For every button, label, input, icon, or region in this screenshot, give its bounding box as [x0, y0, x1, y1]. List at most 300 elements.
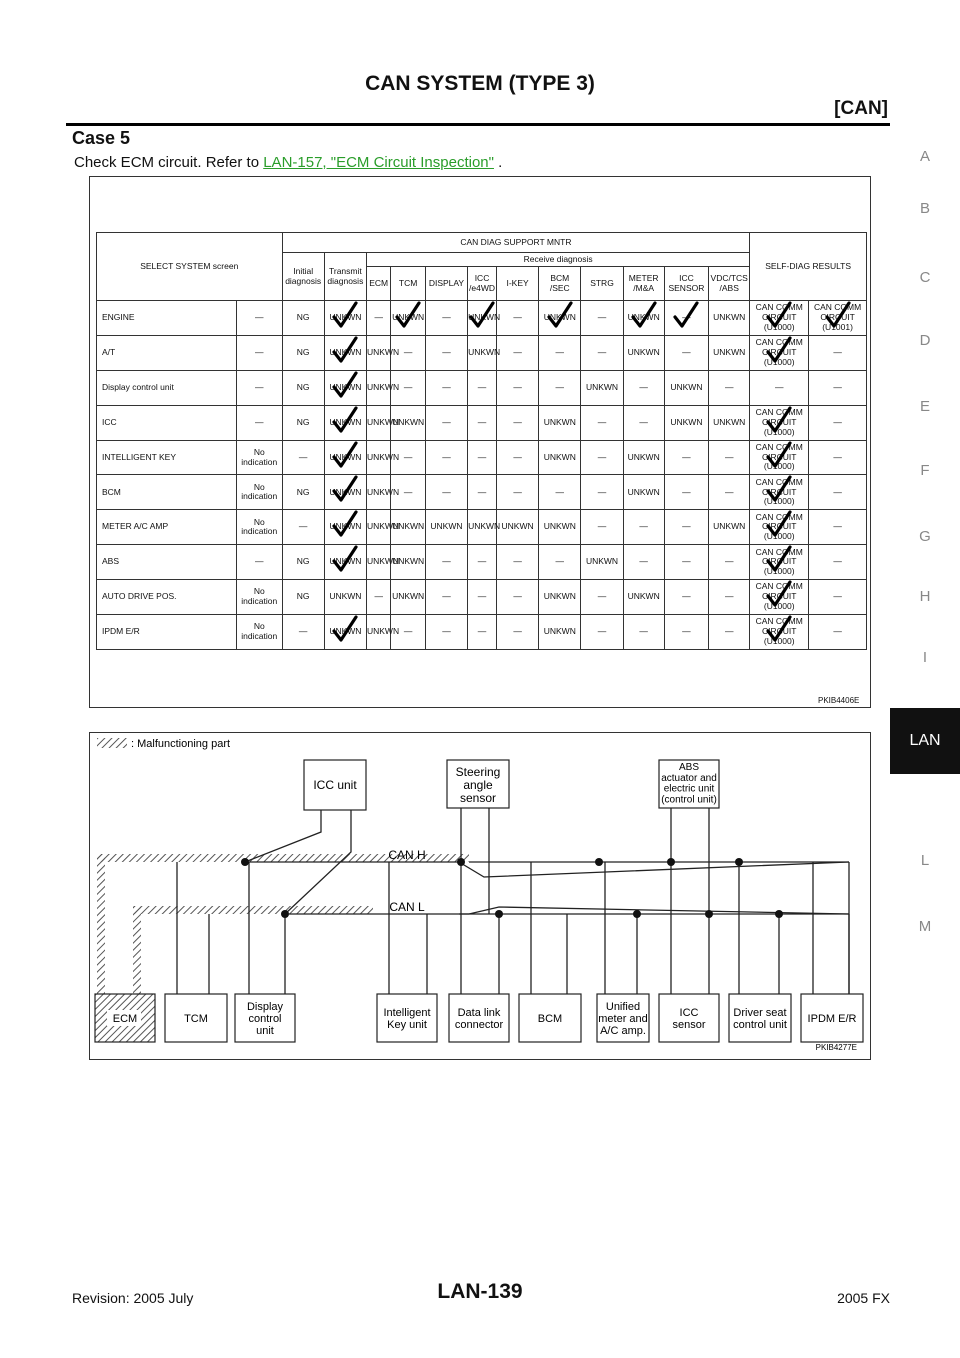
diag-value: UNKWN — [329, 416, 362, 427]
bottom-unit-label: Unified meter and A/C amp. — [598, 1001, 648, 1037]
diag-value: UNKWN — [392, 416, 425, 427]
self-diag-value: CAN COMM CIRCUIT (U1000) — [755, 546, 803, 577]
diag-value: UNKWN — [430, 521, 463, 532]
legend-label: : Malfunctioning part — [131, 738, 231, 750]
check-mark-icon — [673, 301, 699, 329]
system-name-cell: A/T — [97, 335, 237, 370]
side-index-b: B — [919, 200, 930, 217]
receive-col-header: VDC/TCS /ABS — [709, 267, 750, 301]
diag-value-cell — [496, 335, 538, 370]
system-name-cell: ICC — [97, 405, 237, 440]
diag-value: — — [374, 312, 383, 323]
check-mark-icon — [332, 441, 358, 469]
diag-value: — — [682, 312, 691, 323]
bottom-unit-label: Intelligent Key unit — [383, 1007, 431, 1031]
diag-value: UNKWN — [392, 521, 425, 532]
check-mark-icon — [332, 545, 358, 573]
footer-model: 2005 FX — [837, 1290, 890, 1306]
junction-dot — [633, 910, 641, 918]
diag-value-cell — [623, 615, 664, 650]
diag-value: UNKWN — [627, 451, 660, 462]
diag-value: UNKWN — [329, 346, 362, 357]
diag-value: — — [513, 486, 522, 497]
diag-value-cell — [664, 440, 708, 475]
diag-value-cell — [496, 475, 538, 510]
diag-value-cell — [623, 580, 664, 615]
top-unit-label: Steering angle sensor — [455, 765, 501, 805]
receive-col-header: BCM /SEC — [539, 267, 581, 301]
self-diag-cell — [750, 510, 809, 545]
diag-value: — — [403, 381, 413, 392]
diag-value-cell — [425, 580, 467, 615]
diag-value-cell — [391, 405, 425, 440]
diag-value-cell — [282, 301, 324, 336]
diag-value-cell — [496, 545, 538, 580]
junction-dot — [595, 858, 603, 866]
diag-value-cell — [581, 440, 623, 475]
table-row — [97, 510, 867, 545]
diag-value-cell — [324, 580, 366, 615]
diag-value: UNKWN — [392, 591, 425, 602]
self-diag-cell — [750, 440, 809, 475]
can-h-label: CAN H — [388, 848, 426, 862]
receive-diag-header: Receive diagnosis — [366, 253, 749, 267]
diag-value-cell — [664, 510, 708, 545]
table-row — [97, 440, 867, 475]
diag-value: NG — [296, 312, 310, 323]
system-name-cell: INTELLIGENT KEY — [97, 440, 237, 475]
diag-value: UNKWN — [585, 381, 619, 392]
junction-dot — [667, 858, 675, 866]
check-mark-icon — [766, 475, 792, 503]
diag-value-cell — [425, 335, 467, 370]
diag-value: UNKWN — [392, 312, 425, 323]
check-mark-icon — [766, 406, 792, 434]
diag-value: UNKWN — [329, 312, 362, 323]
self-diag-value: — — [833, 346, 842, 357]
diag-value-cell — [391, 301, 425, 336]
diag-value: — — [682, 626, 691, 637]
table-row — [97, 475, 867, 510]
malfunction-bus-l-vertical — [133, 906, 141, 994]
case-title: Case 5 — [72, 128, 131, 148]
diag-value-cell — [324, 370, 366, 405]
check-mark-icon — [332, 336, 358, 364]
diag-value: — — [724, 591, 734, 602]
diag-value: — — [442, 591, 451, 602]
diag-value: — — [477, 416, 487, 427]
diag-value-cell — [623, 405, 664, 440]
initial-diag-header: Initial diagnosis — [282, 253, 324, 301]
diag-value: — — [477, 591, 487, 602]
side-index-lan: LAN — [890, 708, 960, 774]
diag-value: UNKWN — [329, 381, 362, 392]
diag-value-cell — [425, 405, 467, 440]
initial-diag-cell: — — [236, 370, 282, 405]
self-diag-cell — [809, 510, 867, 545]
diag-value: — — [597, 312, 607, 323]
diag-value-cell — [623, 301, 664, 336]
diag-value-cell — [496, 580, 538, 615]
self-diag-value: — — [833, 556, 842, 567]
diag-value: UNKWN — [329, 556, 362, 567]
side-index-l: L — [920, 852, 930, 869]
self-diag-cell — [750, 370, 809, 405]
diag-value: — — [597, 416, 607, 427]
diag-value: UNKWN — [543, 312, 576, 323]
diag-value: UNKWN — [543, 591, 576, 602]
diag-value: UNKWN — [366, 521, 400, 532]
malfunction-bus-l — [133, 906, 373, 914]
diag-value: UNKWN — [329, 591, 362, 602]
self-diag-cell — [750, 580, 809, 615]
diag-value: — — [724, 451, 734, 462]
diag-value-cell — [581, 405, 623, 440]
diag-value: NG — [296, 381, 310, 392]
diag-value: — — [555, 381, 565, 392]
check-mark-icon — [332, 615, 358, 643]
diag-value-cell — [496, 440, 538, 475]
diag-value-cell — [282, 545, 324, 580]
diag-value-cell — [496, 405, 538, 440]
diag-value-cell — [709, 580, 750, 615]
diag-value: UNKWN — [713, 521, 746, 532]
diag-value-cell — [623, 370, 664, 405]
diag-value-cell — [709, 405, 750, 440]
diag-value: — — [555, 346, 565, 357]
footer-revision: Revision: 2005 July — [72, 1290, 194, 1306]
check-mark-icon — [766, 441, 792, 469]
diag-value: — — [513, 591, 522, 602]
diag-value-cell — [425, 545, 467, 580]
diag-value: UNKWN — [627, 312, 660, 323]
self-diag-value: CAN COMM CIRCUIT (U1001) — [813, 302, 862, 332]
diag-value: — — [298, 626, 308, 637]
check-mark-icon — [766, 301, 792, 329]
initial-diag-cell: — — [236, 301, 282, 336]
diag-value: UNKWN — [329, 486, 362, 497]
malfunction-legend-swatch — [97, 738, 127, 748]
self-diag-value: — — [833, 416, 842, 427]
diag-value-cell — [366, 370, 400, 405]
diag-value: — — [639, 556, 648, 567]
diag-value-cell — [366, 335, 400, 370]
diag-value-cell — [664, 335, 708, 370]
figure-code: PKIB4406E — [818, 696, 860, 705]
self-diag-cell — [809, 545, 867, 580]
diag-value: — — [442, 416, 451, 427]
bottom-unit-label: IPDM E/R — [807, 1013, 857, 1025]
check-mark-icon — [825, 301, 851, 329]
diag-value-cell — [709, 475, 750, 510]
diag-value-cell — [664, 405, 708, 440]
diag-value-cell — [581, 301, 623, 336]
side-index-c: C — [919, 269, 931, 286]
diag-value: — — [513, 556, 522, 567]
table-row — [97, 545, 867, 580]
diag-value: NG — [296, 591, 310, 602]
diag-value: — — [513, 312, 522, 323]
diag-value-cell — [539, 301, 581, 336]
diag-value-cell — [623, 475, 664, 510]
diag-value: UNKWN — [627, 486, 660, 497]
self-diag-cell — [750, 475, 809, 510]
system-name-cell: BCM — [97, 475, 237, 510]
can-diag-header: CAN DIAG SUPPORT MNTR — [282, 233, 750, 253]
table-row — [97, 335, 867, 370]
diag-value: — — [682, 521, 691, 532]
self-diag-value: CAN COMM CIRCUIT (U1000) — [755, 441, 803, 472]
diag-value-cell — [664, 370, 708, 405]
diag-value-cell — [709, 370, 750, 405]
diag-value: UNKWN — [468, 312, 501, 323]
malfunction-bus-h-vertical — [97, 854, 105, 994]
side-index-f: F — [920, 462, 930, 479]
self-diag-value: — — [833, 451, 842, 462]
diag-value-cell — [391, 545, 425, 580]
junction-dot — [775, 910, 783, 918]
diag-value: — — [442, 626, 451, 637]
self-diag-cell — [750, 301, 809, 336]
side-index-e: E — [919, 398, 930, 415]
diag-value: NG — [296, 486, 310, 497]
system-name-cell: AUTO DRIVE POS. — [97, 580, 237, 615]
self-diag-cell — [750, 405, 809, 440]
diag-value-cell — [324, 545, 366, 580]
diag-value-cell — [539, 440, 581, 475]
diag-value-cell — [366, 405, 400, 440]
system-name-cell: METER A/C AMP — [97, 510, 237, 545]
diag-value: — — [724, 486, 734, 497]
initial-diag-cell: — — [236, 335, 282, 370]
diag-value-cell — [366, 301, 390, 336]
diag-value-cell — [366, 510, 400, 545]
diag-value: UNKWN — [627, 591, 660, 602]
diag-value-cell — [324, 301, 366, 336]
diag-value: — — [597, 486, 607, 497]
diag-value: — — [555, 556, 565, 567]
can-diag-table — [96, 232, 867, 650]
top-unit-label: ABS actuator and electric unit (control unit) — [661, 762, 717, 806]
check-mark-icon — [766, 545, 792, 573]
check-mark-icon — [766, 510, 792, 538]
diag-value: — — [639, 381, 648, 392]
diag-value: — — [682, 346, 691, 357]
diag-value-cell — [366, 440, 400, 475]
self-diag-cell — [809, 370, 867, 405]
diag-value-cell — [581, 510, 623, 545]
diag-value: — — [442, 346, 451, 357]
diag-value-cell — [581, 335, 623, 370]
check-mark-icon — [332, 301, 358, 329]
receive-col-header: ECM — [366, 267, 390, 301]
side-index-m: M — [918, 918, 932, 935]
initial-diag-cell: — — [236, 545, 282, 580]
diag-value: UNKWN — [329, 521, 362, 532]
junction-dot — [457, 858, 465, 866]
figure-code: PKIB4277E — [815, 1043, 857, 1052]
self-diag-value: CAN COMM CIRCUIT (U1000) — [755, 476, 803, 507]
diag-value-cell — [623, 335, 664, 370]
diag-value: UNKWN — [543, 451, 576, 462]
diag-value-cell — [496, 510, 538, 545]
receive-col-header: I-KEY — [496, 267, 538, 301]
self-diag-value: — — [833, 381, 842, 392]
diag-value-cell — [324, 405, 366, 440]
diag-value-cell — [366, 615, 400, 650]
initial-diag-cell: No indication — [236, 440, 282, 475]
diag-value-cell — [581, 370, 623, 405]
diag-value-cell — [664, 545, 708, 580]
can-l-label: CAN L — [389, 900, 425, 914]
diag-value: — — [403, 626, 413, 637]
bottom-unit-label: BCM — [537, 1013, 563, 1025]
diag-value-cell — [468, 580, 497, 615]
self-diag-value: — — [833, 521, 842, 532]
self-diag-cell — [750, 335, 809, 370]
diag-value-cell — [496, 615, 538, 650]
diag-value-cell — [623, 440, 664, 475]
self-diag-header: SELF-DIAG RESULTS — [750, 233, 867, 301]
diag-value: UNKWN — [366, 556, 400, 567]
diag-value: UNKWN — [366, 451, 400, 462]
table-row — [97, 615, 867, 650]
diag-value: — — [477, 451, 487, 462]
bottom-unit-label: Display control unit — [246, 1001, 284, 1037]
receive-col-header: ICC SENSOR — [664, 267, 708, 301]
diag-value-cell — [664, 475, 708, 510]
section-index — [890, 0, 960, 1358]
diag-value-cell — [709, 615, 750, 650]
table-row — [97, 301, 867, 336]
diag-value-cell — [468, 615, 497, 650]
diag-value: — — [682, 486, 691, 497]
instruction-prefix: Check ECM circuit. Refer to — [74, 154, 264, 171]
diag-value-cell — [324, 335, 366, 370]
bottom-unit-label: ECM — [112, 1013, 138, 1025]
diag-value: UNKWN — [670, 381, 703, 392]
check-mark-icon — [766, 336, 792, 364]
self-diag-value: CAN COMM CIRCUIT (U1000) — [755, 406, 803, 437]
diag-value-cell — [468, 510, 501, 545]
footer-page-number: LAN-139 — [437, 1280, 523, 1303]
receive-col-header: STRG — [581, 267, 623, 301]
diag-value: UNKWN — [366, 416, 400, 427]
junction-dot — [495, 910, 503, 918]
diag-value: UNKWN — [713, 346, 746, 357]
diag-value-cell — [539, 580, 581, 615]
diag-value-cell — [709, 440, 750, 475]
transmit-diag-header: Transmit diagnosis — [324, 253, 366, 301]
diag-value-cell — [366, 545, 400, 580]
diag-value: UNKWN — [366, 486, 400, 497]
side-index-d: D — [919, 332, 931, 349]
diag-value-cell — [391, 580, 425, 615]
diag-value: — — [442, 451, 451, 462]
diag-value: UNKWN — [366, 381, 400, 392]
system-name-cell: ENGINE — [97, 301, 237, 336]
self-diag-value: CAN COMM CIRCUIT (U1000) — [755, 302, 803, 332]
diag-value-cell — [468, 370, 497, 405]
diag-value: — — [403, 486, 413, 497]
diag-value-cell — [468, 405, 497, 440]
diag-value-cell — [282, 510, 324, 545]
diag-value: UNKWN — [585, 556, 619, 567]
diag-value-cell — [581, 475, 623, 510]
diag-value: UNKWN — [468, 521, 501, 532]
system-name-cell: IPDM E/R — [97, 615, 237, 650]
diag-value: — — [639, 416, 648, 427]
diag-value-cell — [324, 615, 366, 650]
diag-value-cell — [539, 405, 581, 440]
diag-value: — — [639, 521, 648, 532]
diag-value: — — [724, 381, 734, 392]
system-name-cell: ABS — [97, 545, 237, 580]
diag-value: — — [513, 381, 522, 392]
diag-value: UNKWN — [713, 312, 746, 323]
diag-value-cell — [709, 510, 750, 545]
diag-value: — — [374, 591, 383, 602]
diag-value-cell — [282, 440, 324, 475]
self-diag-cell — [809, 615, 867, 650]
diag-value-cell — [282, 615, 324, 650]
diag-value: UNKWN — [392, 556, 425, 567]
check-mark-icon — [332, 475, 358, 503]
diag-value-cell — [709, 545, 750, 580]
top-unit-label: ICC unit — [313, 778, 357, 792]
diag-value-cell — [468, 475, 497, 510]
diag-value: — — [597, 451, 607, 462]
diag-value: UNKWN — [366, 626, 400, 637]
initial-diag-cell: No indication — [236, 580, 282, 615]
diag-value-cell — [282, 370, 324, 405]
check-mark-icon — [332, 371, 358, 399]
diag-value: UNKWN — [329, 451, 362, 462]
diag-value-cell — [324, 440, 366, 475]
diag-value: NG — [296, 416, 310, 427]
diag-value-cell — [468, 301, 501, 336]
diag-value: UNKWN — [366, 346, 400, 357]
initial-diag-cell: No indication — [236, 510, 282, 545]
table-row — [97, 405, 867, 440]
diag-value: — — [682, 451, 691, 462]
check-mark-icon — [547, 301, 573, 329]
receive-col-header: ICC /e4WD — [468, 267, 497, 301]
diag-value: UNKWN — [468, 346, 501, 357]
side-index-h: H — [919, 588, 931, 605]
header-row — [97, 233, 867, 253]
self-diag-value: CAN COMM CIRCUIT (U1000) — [755, 337, 803, 367]
self-diag-value: CAN COMM CIRCUIT (U1000) — [755, 511, 803, 542]
table-row — [97, 580, 867, 615]
diag-value-cell — [425, 370, 467, 405]
side-index-g: G — [919, 528, 931, 545]
diag-value: — — [513, 451, 522, 462]
self-diag-cell — [809, 475, 867, 510]
bottom-unit-label: ICC sensor — [672, 1007, 706, 1031]
diag-value-cell — [425, 615, 467, 650]
diag-value-cell — [282, 580, 324, 615]
diag-value: UNKWN — [329, 626, 362, 637]
ecm-circuit-inspection-link[interactable]: LAN-157, "ECM Circuit Inspection" — [263, 154, 494, 171]
diag-value: — — [513, 346, 522, 357]
diag-value-cell — [709, 335, 750, 370]
diag-value-cell — [539, 370, 581, 405]
diag-value: UNKWN — [627, 346, 660, 357]
diag-value: NG — [296, 556, 310, 567]
diag-value: — — [724, 626, 734, 637]
diag-value: — — [442, 312, 451, 323]
